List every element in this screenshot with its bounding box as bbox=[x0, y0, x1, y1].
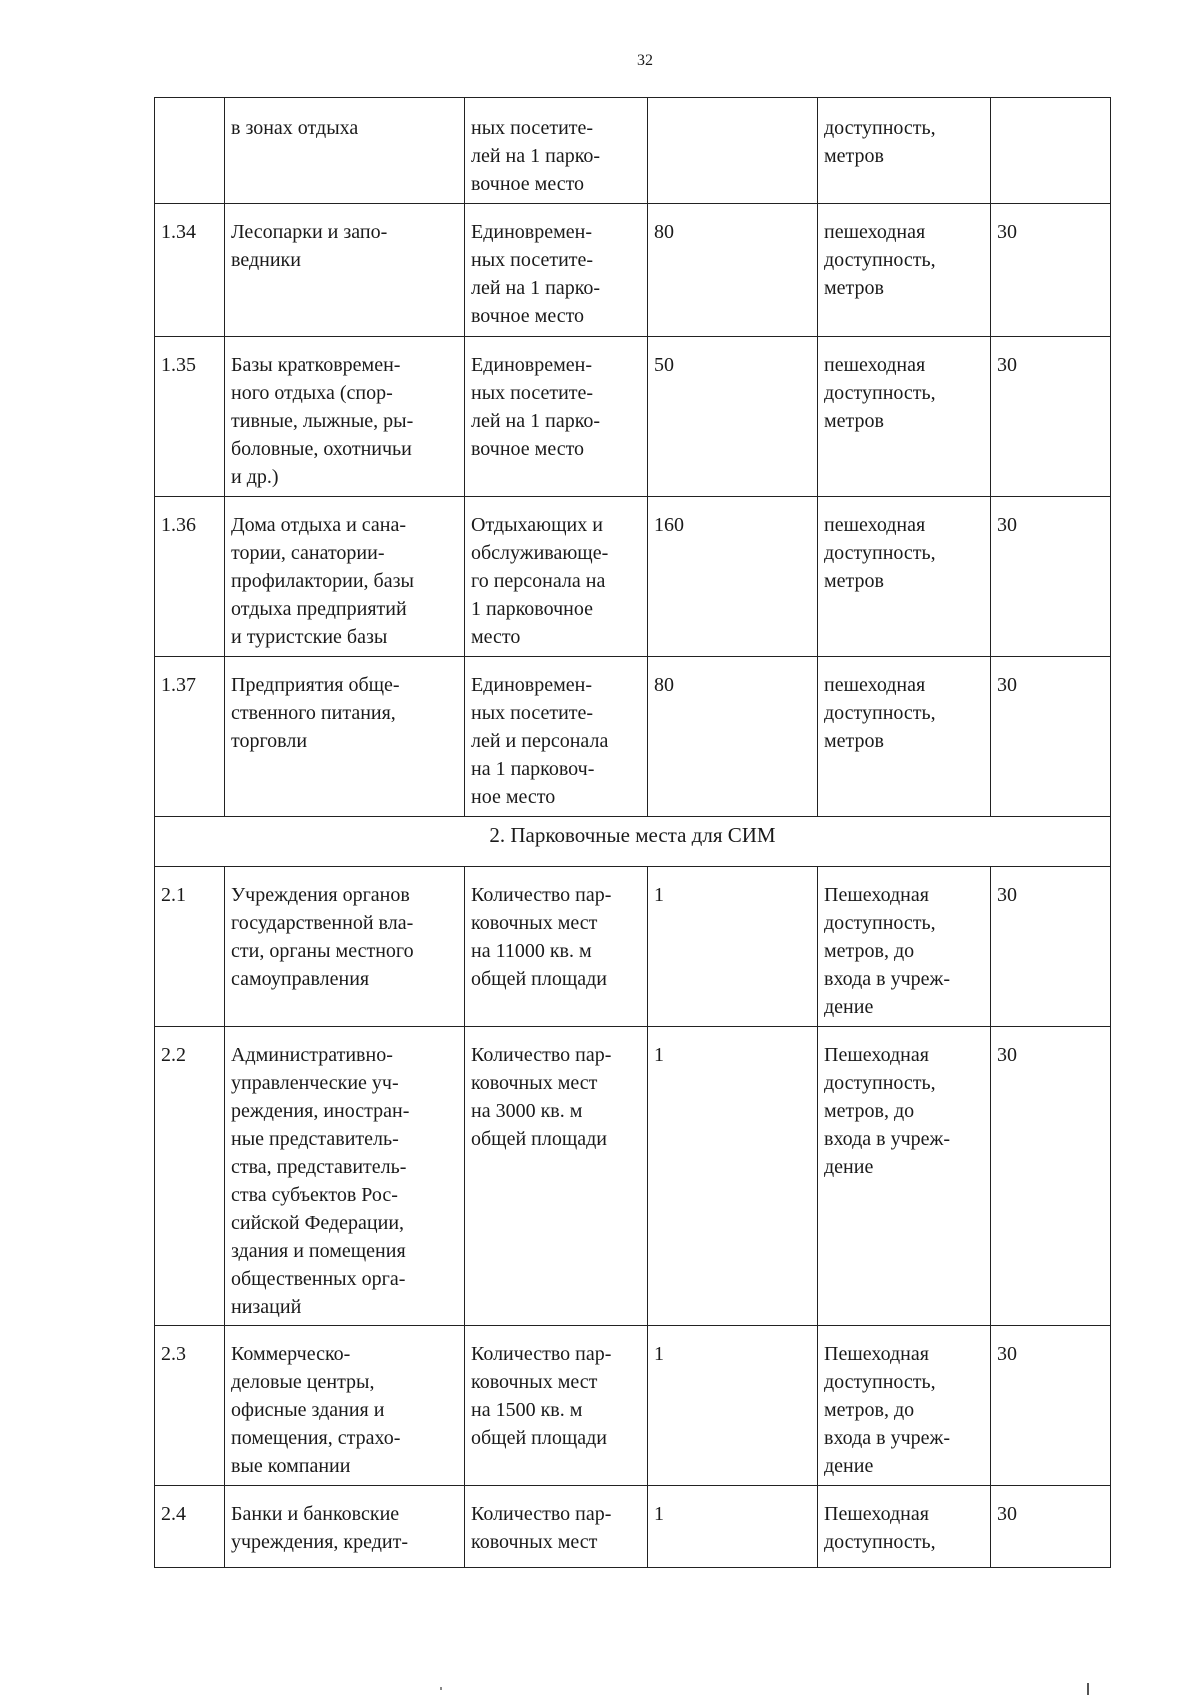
distance-cell: 30 bbox=[991, 657, 1111, 817]
value-cell bbox=[648, 98, 818, 204]
table-row bbox=[155, 1326, 1111, 1486]
table-row bbox=[155, 657, 1111, 817]
distance-cell: 30 bbox=[991, 337, 1111, 497]
value-cell: 160 bbox=[648, 497, 818, 657]
unit-cell: Единовремен- ных посетите- лей на 1 парко- вочное место bbox=[465, 204, 648, 337]
object-cell: Учреждения органов государственной вла- сти, органы местного самоуправления bbox=[225, 867, 465, 1027]
distance-cell: 30 bbox=[991, 1326, 1111, 1486]
section-title: 2. Парковочные места для СИМ bbox=[155, 817, 1111, 867]
distance-cell: 30 bbox=[991, 204, 1111, 337]
distance-type-cell: доступность, метров bbox=[818, 98, 991, 204]
unit-cell: ных посетите- лей на 1 парко- вочное место bbox=[465, 98, 648, 204]
unit-cell: Отдыхающих и обслуживающе- го персонала на 1 парковочное место bbox=[465, 497, 648, 657]
distance-cell: 30 bbox=[991, 1027, 1111, 1326]
distance-type-cell: Пешеходная доступность, метров, до входа в учреж- дение bbox=[818, 867, 991, 1027]
unit-cell: Единовремен- ных посетите- лей на 1 парко- вочное место bbox=[465, 337, 648, 497]
unit-cell: Количество пар- ковочных мест bbox=[465, 1486, 648, 1568]
value-cell: 1 bbox=[648, 867, 818, 1027]
distance-cell bbox=[991, 98, 1111, 204]
distance-type-cell: пешеходная доступность, метров bbox=[818, 337, 991, 497]
object-cell: Административно- управленческие уч- реждения, иностран- ные представитель- ства, представитель- ства субъектов Рос- сийской Федерации, здания и помещения общественных орга- низаций bbox=[225, 1027, 465, 1326]
parking-norms-table bbox=[154, 97, 1111, 1568]
row-number-cell bbox=[155, 98, 225, 204]
table-row bbox=[155, 98, 1111, 204]
distance-type-cell: Пешеходная доступность, bbox=[818, 1486, 991, 1568]
row-number-cell: 2.4 bbox=[155, 1486, 225, 1568]
unit-cell: Единовремен- ных посетите- лей и персонала на 1 парковоч- ное место bbox=[465, 657, 648, 817]
row-number-cell: 2.3 bbox=[155, 1326, 225, 1486]
object-cell: Лесопарки и запо- ведники bbox=[225, 204, 465, 337]
row-number-cell: 1.37 bbox=[155, 657, 225, 817]
distance-type-cell: пешеходная доступность, метров bbox=[818, 204, 991, 337]
distance-type-cell: Пешеходная доступность, метров, до входа в учреж- дение bbox=[818, 1326, 991, 1486]
table-row bbox=[155, 867, 1111, 1027]
scan-mark bbox=[1087, 1683, 1089, 1695]
distance-type-cell: Пешеходная доступность, метров, до входа в учреж- дение bbox=[818, 1027, 991, 1326]
section-header-row bbox=[155, 817, 1111, 867]
object-cell: Дома отдыха и сана- тории, санатории- профилактории, базы отдыха предприятий и туристские базы bbox=[225, 497, 465, 657]
table-row bbox=[155, 204, 1111, 337]
value-cell: 1 bbox=[648, 1326, 818, 1486]
object-cell: Базы кратковремен- ного отдыха (спор- тивные, лыжные, ры- боловные, охотничьи и др.) bbox=[225, 337, 465, 497]
distance-cell: 30 bbox=[991, 497, 1111, 657]
value-cell: 80 bbox=[648, 204, 818, 337]
table-row bbox=[155, 337, 1111, 497]
value-cell: 50 bbox=[648, 337, 818, 497]
table-row bbox=[155, 1486, 1111, 1568]
row-number-cell: 1.34 bbox=[155, 204, 225, 337]
page-number: 32 bbox=[637, 52, 653, 69]
unit-cell: Количество пар- ковочных мест на 11000 кв. м общей площади bbox=[465, 867, 648, 1027]
object-cell: в зонах отдыха bbox=[225, 98, 465, 204]
value-cell: 1 bbox=[648, 1027, 818, 1326]
table-row bbox=[155, 1027, 1111, 1326]
object-cell: Банки и банковские учреждения, кредит- bbox=[225, 1486, 465, 1568]
row-number-cell: 2.2 bbox=[155, 1027, 225, 1326]
value-cell: 1 bbox=[648, 1486, 818, 1568]
unit-cell: Количество пар- ковочных мест на 3000 кв. м общей площади bbox=[465, 1027, 648, 1326]
object-cell: Коммерческо- деловые центры, офисные здания и помещения, страхо- вые компании bbox=[225, 1326, 465, 1486]
scan-speck bbox=[440, 1687, 442, 1690]
row-number-cell: 1.36 bbox=[155, 497, 225, 657]
object-cell: Предприятия обще- ственного питания, торговли bbox=[225, 657, 465, 817]
distance-cell: 30 bbox=[991, 1486, 1111, 1568]
table-row bbox=[155, 497, 1111, 657]
value-cell: 80 bbox=[648, 657, 818, 817]
row-number-cell: 1.35 bbox=[155, 337, 225, 497]
row-number-cell: 2.1 bbox=[155, 867, 225, 1027]
distance-cell: 30 bbox=[991, 867, 1111, 1027]
distance-type-cell: пешеходная доступность, метров bbox=[818, 497, 991, 657]
distance-type-cell: пешеходная доступность, метров bbox=[818, 657, 991, 817]
unit-cell: Количество пар- ковочных мест на 1500 кв. м общей площади bbox=[465, 1326, 648, 1486]
